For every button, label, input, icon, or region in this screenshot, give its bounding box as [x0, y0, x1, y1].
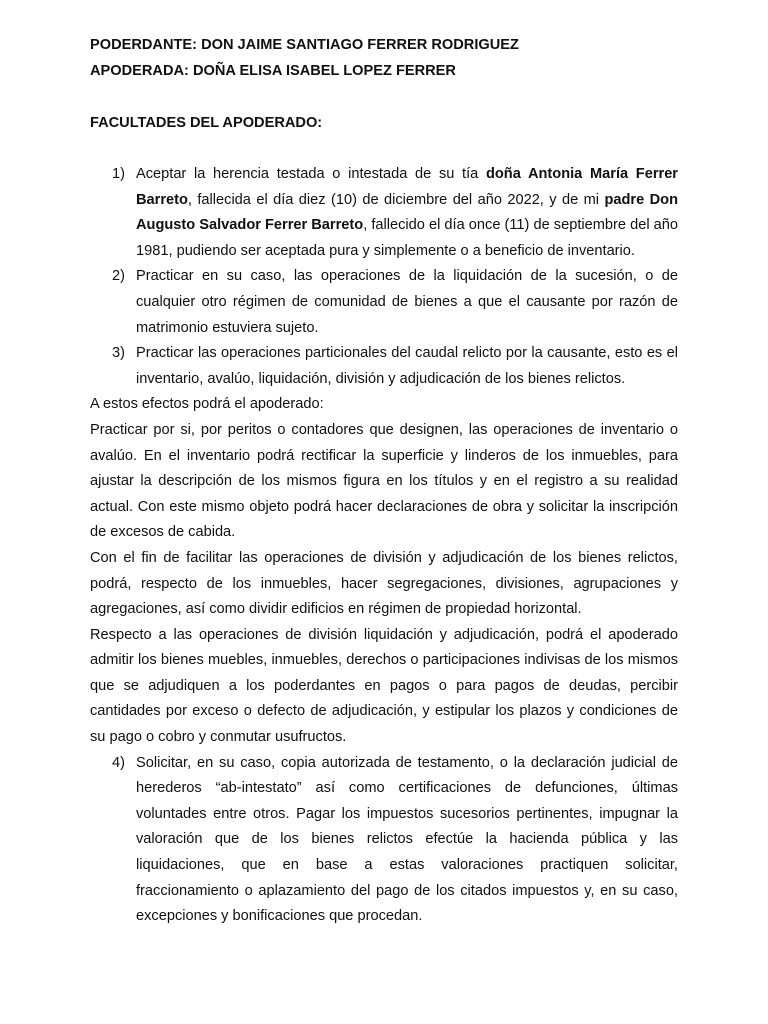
facultades-list — [90, 162, 678, 392]
spacer — [90, 84, 678, 110]
item-text: Practicar las operaciones particionales del caudal relicto por la causante, esto es el inventario, avalúo, liquidación, división y adjudicación de los bienes relictos. — [136, 345, 678, 387]
item-text: Solicitar, en su caso, copia autorizada de testamento, o la declaración judicial de herederos “ab-intestato” así como certificaciones de defunciones, últimas voluntades entre otros. Pagar los impuestos sucesorios pertinentes, impugnar la valoración que de los bienes relictos efectúe la hacienda pública y las liquidaciones, que en base a estas valoraciones practiquen solicitar, fraccionamiento o aplazamiento del pago de los citados impuestos y, en su caso, excepciones y bonificaciones que procedan. — [136, 754, 678, 925]
list-item — [90, 162, 678, 264]
list-number: 2) — [112, 268, 125, 285]
paragraph: Respecto a las operaciones de división liquidación y adjudicación, podrá el apoderado admitir los bienes muebles, inmuebles, derechos o participaciones indivisas de los mismos que se adjudiquen a los poderdantes en pagos o para pagos de deudas, percibir cantidades por exceso o defecto de adjudicación, y estipular los plazos y condiciones de su pago o cobro y conmutar usufructos. — [90, 626, 678, 746]
facultades-list-continued — [90, 751, 678, 930]
facultades-heading: FACULTADES DEL APODERADO: — [90, 115, 323, 131]
paragraph: Con el fin de facilitar las operaciones de división y adjudicación de los bienes relictos, podrá, respecto de los inmuebles, hacer segregaciones, divisiones, agrupaciones y agregaciones, así como dividir edificios en régimen de propiedad horizontal. — [90, 549, 678, 618]
spacer — [90, 136, 678, 162]
poderdante-heading: PODERDANTE: DON JAIME SANTIAGO FERRER RODRIGUEZ — [90, 37, 519, 53]
item-text: , fallecida el día diez (10) de diciembre del año 2022, y de mi — [187, 191, 605, 208]
item-bold-text: padre Don Augusto Salvador Ferrer Barreto — [136, 191, 678, 234]
list-item — [90, 751, 678, 930]
list-item — [90, 264, 678, 341]
item-bold-text: doña Antonia María Ferrer Barreto — [136, 166, 678, 208]
list-number: 4) — [112, 754, 125, 771]
list-number: 1) — [112, 166, 125, 182]
paragraph: Practicar por si, por peritos o contadores que designen, las operaciones de inventario o avalúo. En el inventario podrá rectificar la superficie y linderos de los inmuebles, para ajustar la descripción de los mismos figura en los títulos y en el registro a su realidad actual. Con este mismo objeto podrá hacer declaraciones de obra y solicitar la inscripción de excesos de cabida. — [90, 421, 678, 541]
apoderada-heading: APODERADA: DOÑA ELISA ISABEL LOPEZ FERRER — [90, 63, 456, 79]
item-text: Practicar en su caso, las operaciones de la liquidación de la sucesión, o de cualquier otro régimen de comunidad de bienes a que el causante por razón de matrimonio estuviera sujeto. — [136, 268, 678, 336]
list-item — [90, 341, 678, 392]
item-text: , fallecido el día once (11) de septiembre del año 1981, pudiendo ser aceptada pura y simplemente o a beneficio de inventario. — [136, 217, 679, 259]
paragraph: A estos efectos podrá el apoderado: — [90, 396, 324, 413]
item-text: Aceptar la herencia testada o intestada de su tía — [136, 166, 486, 182]
list-number: 3) — [112, 345, 125, 362]
